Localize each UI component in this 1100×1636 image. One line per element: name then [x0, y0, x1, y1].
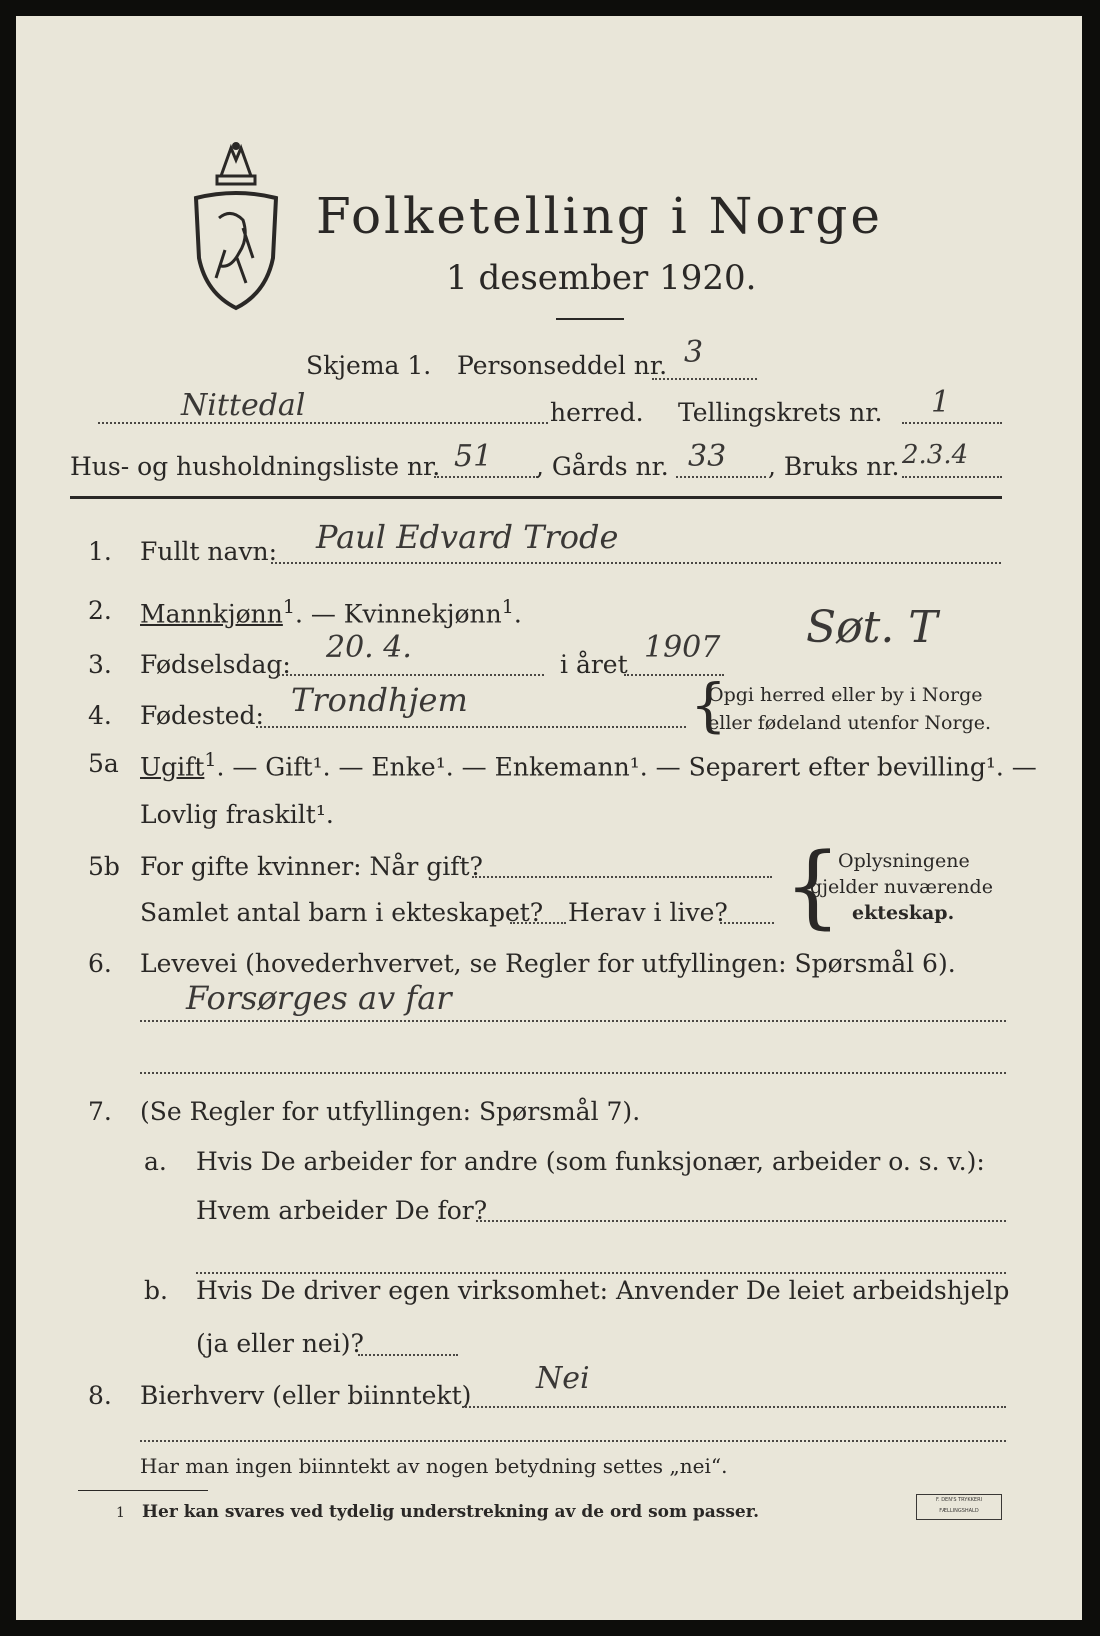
- q6-number: 6.: [88, 949, 112, 978]
- side-income-value[interactable]: Nei: [536, 1361, 590, 1396]
- q7-number: 7.: [88, 1097, 112, 1126]
- q3-label: Fødselsdag:: [140, 650, 291, 679]
- q5b-label: For gifte kvinner: Når gift?: [140, 852, 483, 881]
- q4-number: 4.: [88, 701, 112, 730]
- q7-label: (Se Regler for utfyllingen: Spørsmål 7).: [140, 1097, 641, 1126]
- footnote-rule: [78, 1490, 208, 1491]
- form-date: 1 desember 1920.: [446, 258, 757, 298]
- census-form: Folketelling i Norge 1 desember 1920. Skjema 1. Personseddel nr. 3 Nittedal herred. Tellingskrets nr. 1 Hus- og husholdningsliste nr. 51 , Gårds nr. 33 , Bruks nr. 2.3.4 1. Fullt navn: Paul Edvard Trode 2. Mannkjønn$^1$. — Kvinnekjønn$^1$. Søt. T 3. Fødselsdag: 20. 4. i året 1907 4. Fødested: Trondhjem { Opgi herred eller by i Norge eller fødeland utenfor Norge. 5a Ugift$^1$. — Gift¹. — Enke¹. — Enkemann¹. — Separert efter bevilling¹. — Lovlig fraskilt¹. 5b For gifte kvinner: Når gift? Samlet antal barn i ekteskapet? Herav i live? { Oplysningene gjelder nuværende ekteskap. 6. Levevei (hovederhvervet, se Regler for utfyllingen: Spørsmål 6). Forsørges av far 7. (Se Regler for utfyllingen: Spørsmål 7). a. Hvis De arbeider for andre (som funksjonær, arbeider o. s. v.): Hvem arbeider De for? b. Hvis De driver egen virksomhet: Anvender De leiet arbeidshjelp (ja eller nei)? 8. Bierhverv (eller biinntekt) Nei Har man ingen biinntekt av nogen betydning settes „nei“. 1 Her kan svares ved tydelig understrekning av de ord som passer. F. DEN'S TRYKKERI FÆLLINGSHALD: [16, 16, 1082, 1620]
- footnote-mark: 1: [116, 1505, 125, 1521]
- option-kvinnekjonn[interactable]: Kvinnekjønn: [343, 599, 502, 629]
- q2-margin-note: Søt. T: [806, 602, 938, 653]
- birthdate-value[interactable]: 20. 4.: [326, 630, 412, 665]
- title-rule: [556, 318, 624, 320]
- occupation-value[interactable]: Forsørges av far: [186, 979, 452, 1017]
- q1-label: Fullt navn:: [140, 537, 278, 566]
- q3-year-label: i året: [560, 650, 628, 679]
- header-rule: [70, 496, 1002, 499]
- herred-value[interactable]: Nittedal: [181, 388, 306, 423]
- herred-label: herred.: [550, 398, 644, 427]
- full-name-value[interactable]: Paul Edvard Trode: [316, 518, 619, 556]
- q7b-line2: (ja eller nei)?: [196, 1329, 364, 1358]
- footnote-text: Her kan svares ved tydelig understrekning av de ord som passer.: [142, 1502, 760, 1522]
- q5a-number: 5a: [88, 749, 119, 778]
- q5b-line2: Samlet antal barn i ekteskapet?: [140, 898, 544, 927]
- q8-note: Har man ingen biinntekt av nogen betydning settes „nei“.: [140, 1454, 728, 1478]
- q5b-note-3: ekteskap.: [852, 902, 955, 924]
- q5a-options: Ugift$^1$. — Gift¹. — Enke¹. — Enkemann¹. — Separert efter bevilling¹. —: [140, 749, 1037, 782]
- birthplace-value[interactable]: Trondhjem: [291, 681, 468, 719]
- q4-note-2: eller fødeland utenfor Norge.: [708, 712, 992, 734]
- q5b-note-1: Oplysningene: [838, 850, 970, 872]
- q2-options: Mannkjønn$^1$. — Kvinnekjønn$^1$.: [140, 596, 522, 629]
- form-title: Folketelling i Norge: [316, 187, 883, 245]
- q7a-label: Hvis De arbeider for andre (som funksjonær, arbeider o. s. v.):: [196, 1147, 985, 1176]
- q7a-line2: Hvem arbeider De for?: [196, 1196, 488, 1225]
- q8-number: 8.: [88, 1381, 112, 1410]
- q6-label: Levevei (hovederhvervet, se Regler for utfyllingen: Spørsmål 6).: [140, 949, 956, 978]
- coat-of-arms-icon: [191, 138, 281, 318]
- printer-stamp: F. DEN'S TRYKKERI FÆLLINGSHALD: [916, 1494, 1002, 1520]
- gards-value[interactable]: 33: [688, 439, 727, 474]
- bruks-value[interactable]: 2.3.4: [902, 440, 969, 470]
- option-mannkjonn[interactable]: Mannkjønn: [140, 599, 283, 629]
- skjema-label: Skjema 1.: [306, 351, 432, 380]
- q7b-number: b.: [144, 1276, 168, 1305]
- q2-number: 2.: [88, 596, 112, 625]
- q7b-label: Hvis De driver egen virksomhet: Anvender De leiet arbeidshjelp: [196, 1276, 1010, 1305]
- q5b-note-2: gjelder nuværende: [810, 876, 993, 898]
- gards-label: , Gårds nr.: [536, 452, 669, 481]
- q7a-number: a.: [144, 1147, 167, 1176]
- q5a-line2: Lovlig fraskilt¹.: [140, 800, 334, 829]
- husliste-value[interactable]: 51: [454, 439, 493, 474]
- q8-label: Bierhverv (eller biinntekt): [140, 1381, 472, 1410]
- option-ugift[interactable]: Ugift: [140, 752, 205, 782]
- q4-label: Fødested:: [140, 701, 264, 730]
- q4-note-1: Opgi herred eller by i Norge: [708, 684, 983, 706]
- q1-number: 1.: [88, 537, 112, 566]
- tellingskrets-label: Tellingskrets nr.: [678, 398, 883, 427]
- q3-number: 3.: [88, 650, 112, 679]
- birth-year-value[interactable]: 1907: [644, 630, 721, 665]
- q5b-number: 5b: [88, 852, 120, 881]
- personseddel-label: Personseddel nr.: [457, 351, 668, 380]
- bruks-label: , Bruks nr.: [768, 452, 900, 481]
- personseddel-value[interactable]: 3: [684, 335, 704, 370]
- husliste-label: Hus- og husholdningsliste nr.: [70, 452, 441, 481]
- tellingskrets-value[interactable]: 1: [931, 385, 951, 420]
- q5b-live-label: Herav i live?: [568, 898, 728, 927]
